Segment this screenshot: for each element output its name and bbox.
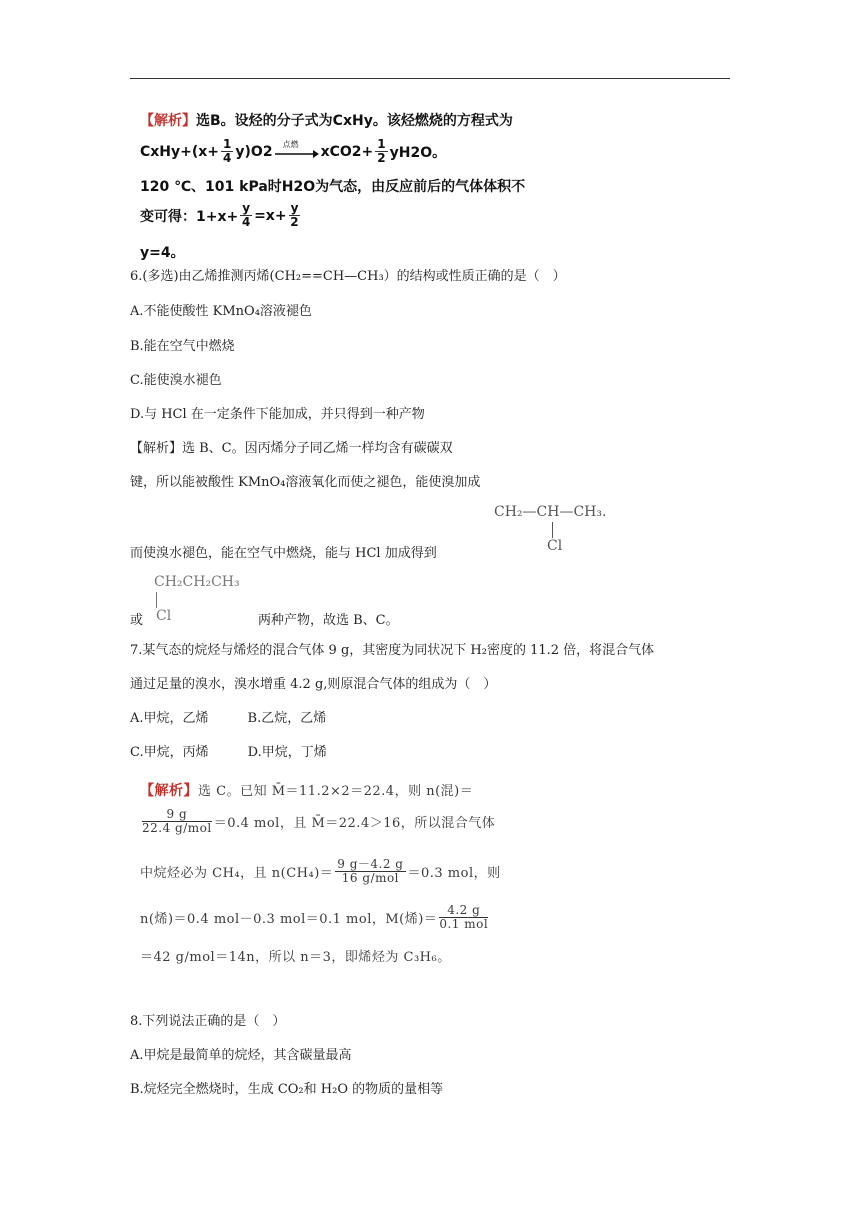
explanation-line-5: y=4。 — [140, 245, 185, 261]
fraction-numerator: y — [242, 201, 251, 215]
q6-explanation-1: 【解析】选 B、C。因丙烯分子同乙烯一样均含有碳碳双 — [130, 441, 453, 456]
q7-exp-line-2: ＝0.4 mol，且 M̄＝22.4＞16，所以混合气体 — [213, 816, 496, 831]
arrow-condition: 点燃 — [282, 139, 299, 149]
fraction-numerator: 1 — [223, 137, 232, 151]
structure-1-chloropropane — [154, 574, 240, 624]
q7-options-ab: A.甲烷，乙烯 B.乙烷，乙烯 — [130, 711, 327, 726]
q7-exp-line-1: 选 C。已知 M̄＝11.2×2＝22.4，则 n(混)＝ — [198, 784, 474, 799]
explanation-line-1: 选B。设烃的分子式为CxHy。该烃燃烧的方程式为 — [196, 113, 513, 129]
q7-stem-1: 7.某气态的烷烃与烯烃的混合气体 9 g，其密度为同状况下 H₂密度的 11.2 倍，将混合气体 — [130, 643, 655, 658]
fraction-numerator: 1 — [377, 137, 386, 151]
q7-options-cd: C.甲烷，丙烯 D.甲烷，丁烯 — [130, 745, 327, 760]
fraction-denominator: 2 — [290, 215, 299, 229]
q7-exp-line-3a: 中烷烃必为 CH₄，且 n(CH₄)＝ — [140, 866, 334, 881]
structure-chlorine: Cl — [156, 608, 172, 624]
q6-explanation-4a: 或 — [130, 613, 144, 628]
fraction-denominator: 0.1 mol — [439, 917, 489, 931]
q7-exp-line-5: ＝42 g/mol＝14n，所以 n＝3，即烯烃为 C₃H₆。 — [140, 950, 451, 965]
fraction-numerator: 9 g — [142, 808, 212, 822]
q6-explanation-4b: 两种产物，故选 B、C。 — [258, 613, 399, 628]
fraction-denominator: 22.4 g/mol — [142, 821, 212, 835]
q6-option-b: B.能在空气中燃烧 — [130, 339, 235, 354]
reaction-arrow — [275, 139, 319, 159]
fraction-numerator: 4.2 g — [439, 904, 488, 918]
fraction-numerator: y — [290, 201, 299, 215]
structure-chlorine: Cl — [547, 538, 563, 554]
q7-exp-line-3b: ＝0.3 mol，则 — [407, 866, 501, 881]
q6-explanation-3: 而使溴水褪色，能在空气中燃烧，能与 HCl 加成得到 — [130, 546, 437, 561]
explanation-line-4a: 变可得：1+x+ — [140, 208, 239, 225]
q7-stem-2: 通过足量的溴水，溴水增重 4.2 g,则原混合气体的组成为（ ） — [130, 677, 497, 692]
equation-left: CxHy+(x+ — [140, 143, 220, 160]
structure-formula: CH₂—CH—CH₃. — [494, 504, 607, 520]
q8-stem: 8.下列说法正确的是（ ） — [130, 1014, 286, 1029]
explanation-line-3: 120 ℃、101 kPa时H2O为气态，由反应前后的气体体积不 — [140, 179, 526, 195]
fraction-denominator: 4 — [241, 215, 251, 229]
q6-option-c: C.能使溴水褪色 — [130, 373, 222, 388]
q8-option-b: B.烷烃完全燃烧时，生成 CO₂和 H₂O 的物质的量相等 — [130, 1082, 444, 1097]
bond-line — [552, 522, 553, 538]
explanation-image-1 — [140, 104, 610, 264]
structure-formula: CH₂CH₂CH₃ — [154, 574, 240, 590]
structure-2-chloropropane — [494, 504, 607, 554]
fraction-denominator: 4 — [223, 151, 232, 165]
explanation-image-2 — [140, 772, 600, 972]
q6-stem: 6.(多选)由乙烯推测丙烯(CH₂==CH—CH₃）的结构或性质正确的是（ ） — [130, 269, 566, 284]
fraction-denominator: 2 — [377, 151, 386, 165]
explanation-tag: 【解析】 — [140, 113, 196, 129]
q6-explanation-2: 键，所以能被酸性 KMnO₄溶液氧化而使之褪色，能使溴加成 — [130, 475, 481, 490]
q6-option-a: A.不能使酸性 KMnO₄溶液褪色 — [130, 304, 312, 319]
equation-mid: y)O2 — [235, 143, 273, 160]
bond-line — [156, 592, 157, 608]
q6-option-d: D.与 HCl 在一定条件下能加成，并只得到一种产物 — [130, 407, 425, 422]
explanation-tag: 【解析】 — [140, 783, 198, 799]
explanation-line-4b: =x+ — [254, 207, 287, 224]
fraction-denominator: 16 g/mol — [341, 871, 400, 885]
fraction-numerator: 9 g－4.2 g — [337, 857, 404, 871]
q7-exp-line-4a: n(烯)＝0.4 mol－0.3 mol＝0.1 mol，M(烯)＝ — [140, 912, 438, 927]
header-rule — [130, 78, 730, 79]
equation-right: xCO2+ — [320, 143, 374, 160]
q8-option-a: A.甲烷是最简单的烷烃，其含碳量最高 — [130, 1048, 352, 1063]
equation-end: yH2O。 — [389, 144, 447, 161]
